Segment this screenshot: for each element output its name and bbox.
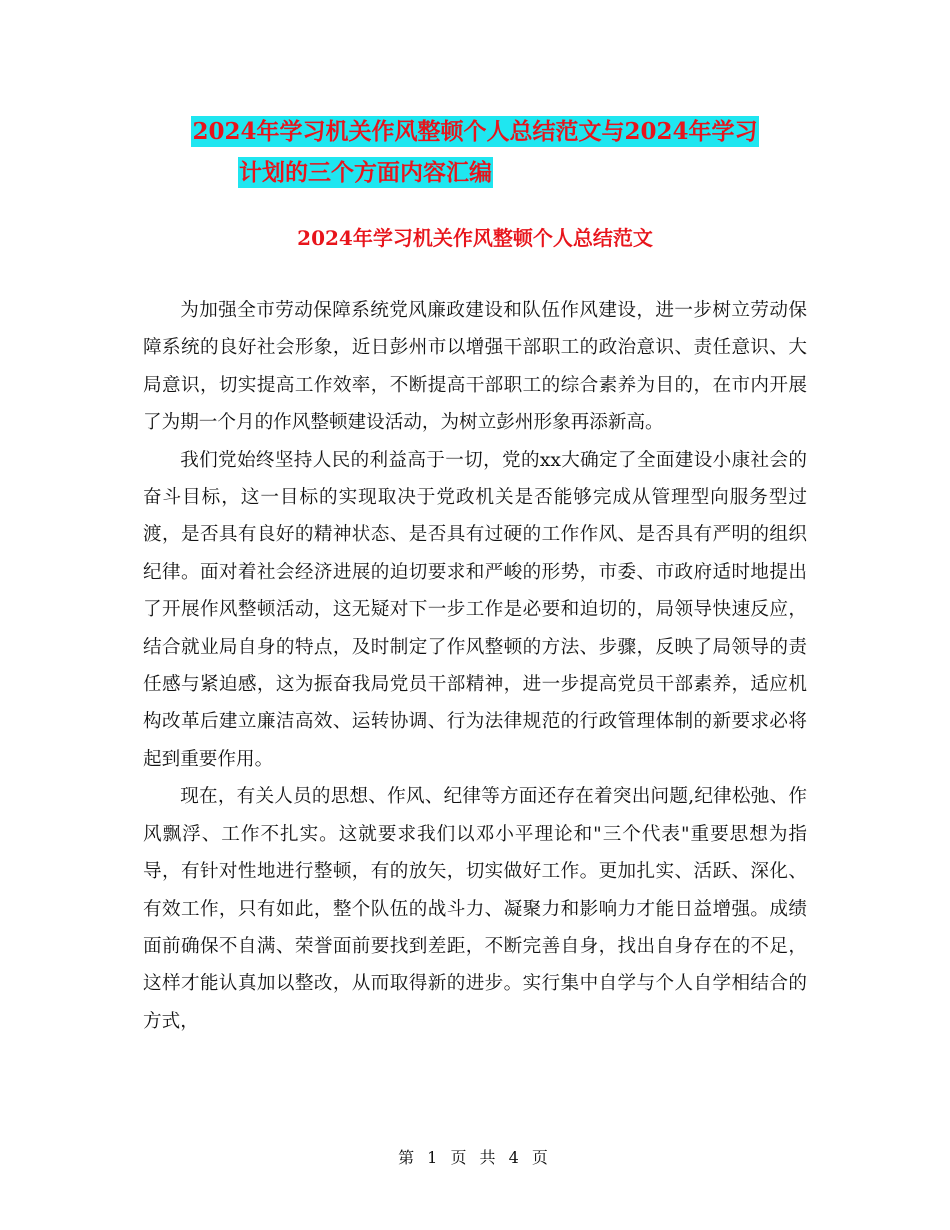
section-title: 2024年学习机关作风整顿个人总结范文 [297, 226, 653, 250]
title-highlight-1: 2024年学习机关作风整顿个人总结范文与2024年学习 [192, 118, 758, 145]
document-title-line-1 [0, 112, 950, 152]
paragraph-1: 为加强全市劳动保障系统党风廉政建设和队伍作风建设，进一步树立劳动保障系统的良好社会形象，近日彭州市以增强干部职工的政治意识、责任意识、大局意识，切实提高工作效率，不断提高干部职工的综合素养为目的，在市内开展了为期一个月的作风整顿建设活动，为树立彭州形象再添新高。 [143, 300, 807, 434]
page-footer: 第 1 页 共 4 页 [398, 1148, 552, 1167]
body-text [143, 292, 807, 1040]
document-title-line-2 [238, 153, 493, 193]
title-highlight-2: 计划的三个方面内容汇编 [239, 159, 492, 186]
paragraph-2: 我们党始终坚持人民的利益高于一切，党的xx大确定了全面建设小康社会的奋斗目标，这一目标的实现取决于党政机关是否能够完成从管理型向服务型过渡，是否具有良好的精神状态、是否具有过硬的工作作风、是否具有严明的组织纪律。面对着社会经济进展的迫切要求和严峻的形势，市委、市政府适时地提出了开展作风整顿活动，这无疑对下一步工作是必要和迫切的，局领导快速反应，结合就业局自身的特点，及时制定了作风整顿的方法、步骤，反映了局领导的责任感与紧迫感，这为振奋我局党员干部精神，进一步提高党员干部素养，适应机构改革后建立廉洁高效、运转协调、行为法律规范的行政管理体制的新要求必将起到重要作用。 [143, 449, 807, 770]
paragraph-3: 现在，有关人员的思想、作风、纪律等方面还存在着突出问题,纪律松弛、作风飘浮、工作不扎实。这就要求我们以邓小平理论和"三个代表"重要思想为指导，有针对性地进行整顿，有的放矢，切实做好工作。更加扎实、活跃、深化、有效工作，只有如此，整个队伍的战斗力、凝聚力和影响力才能日益增强。成绩面前确保不自满、荣誉面前要找到差距，不断完善自身，找出自身存在的不足，这样才能认真加以整改，从而取得新的进步。实行集中自学与个人自学相结合的方式， [143, 786, 807, 1032]
